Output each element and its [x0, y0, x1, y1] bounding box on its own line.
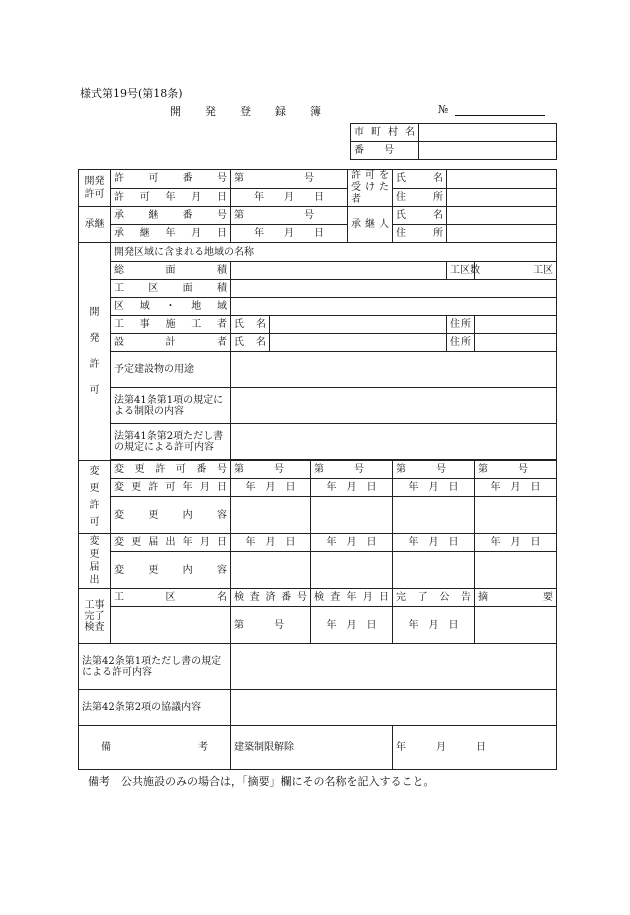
designer-name-cell[interactable]: [270, 334, 447, 352]
zone-district-cell[interactable]: [231, 298, 557, 316]
change-permit-content-2[interactable]: [311, 497, 393, 534]
permit-number-value[interactable]: 第 号: [231, 170, 348, 189]
number-field-line: [455, 115, 545, 116]
change-permit-number-1[interactable]: 第 号: [231, 461, 311, 479]
municipality-number-label: 番 号: [351, 142, 419, 160]
designer-address-label: 住所: [447, 334, 475, 352]
contractor-label: 工事施工者: [111, 316, 231, 334]
successor-label: 承継人: [348, 207, 393, 243]
permit-holder-name-label: 氏名: [393, 170, 447, 189]
change-permit-number-label: 変更許可番号: [111, 461, 231, 479]
change-notice-content-label: 変更内容: [111, 552, 231, 589]
change-notice-date-2[interactable]: 年 月 日: [311, 534, 393, 552]
permit-date-value[interactable]: 年 月 日: [231, 188, 348, 207]
change-notice-date-3[interactable]: 年 月 日: [393, 534, 475, 552]
number-label: №: [438, 103, 449, 116]
zone-district-label: 区域・地域: [111, 298, 231, 316]
succession-date-label: 承継年月日: [111, 225, 231, 243]
region-name-label: 開発区域に含まれる地域の名称: [111, 243, 557, 262]
permit-group-label: 開発許可: [79, 170, 111, 207]
change-permit-date-1[interactable]: 年 月 日: [231, 479, 311, 497]
art42-2-cell[interactable]: [231, 690, 557, 726]
work-zone-area-cell[interactable]: [231, 280, 557, 298]
inspection-cert-number-cell[interactable]: 第 号: [231, 607, 311, 644]
art42-1-label: 法第42条第1項ただし書の規定による許可内容: [79, 644, 231, 690]
change-permit-date-3[interactable]: 年 月 日: [393, 479, 475, 497]
change-permit-group-label: 変更許可: [79, 461, 111, 534]
change-notice-content-3[interactable]: [393, 552, 475, 589]
form-number: 様式第19号(第18条): [80, 87, 183, 100]
change-notice-content-4[interactable]: [475, 552, 557, 589]
change-permit-number-3[interactable]: 第 号: [393, 461, 475, 479]
designer-label: 設計者: [111, 334, 231, 352]
permit-holder-label: 許可を受けた者: [348, 170, 393, 207]
art42-1-cell[interactable]: [231, 644, 557, 690]
art41-1-cell[interactable]: [231, 388, 557, 424]
contractor-name-cell[interactable]: [270, 316, 447, 334]
art41-2-cell[interactable]: [231, 424, 557, 460]
designer-address-cell[interactable]: [475, 334, 557, 352]
inspection-notice-cell[interactable]: 年 月 日: [393, 607, 475, 644]
art41-1-label: 法第41条第1項の規定による制限の内容: [111, 388, 231, 424]
permit-number-label: 許可番号: [111, 170, 231, 189]
change-permit-date-2[interactable]: 年 月 日: [311, 479, 393, 497]
inspection-summary-cell[interactable]: [475, 607, 557, 644]
inspection-summary-label: 摘要: [475, 589, 557, 607]
total-area-label: 総面積: [111, 262, 231, 280]
change-permit-number-4[interactable]: 第 号: [475, 461, 557, 479]
inspection-group-label: 工事完了検査: [79, 589, 111, 644]
succession-number-label: 承継番号: [111, 207, 231, 225]
inspection-notice-label: 完了公告: [393, 589, 475, 607]
contractor-address-label: 住所: [447, 316, 475, 334]
development-group-label: 開発許可: [79, 243, 111, 461]
inspection-date-cell[interactable]: 年 月 日: [311, 607, 393, 644]
change-permit-date-label: 変更許可年月日: [111, 479, 231, 497]
succession-group-label: 承継: [79, 207, 111, 243]
work-zone-count-cell[interactable]: 工区: [475, 262, 557, 280]
change-permit-number-2[interactable]: 第 号: [311, 461, 393, 479]
successor-name-cell[interactable]: [447, 207, 557, 225]
successor-name-label: 氏名: [393, 207, 447, 225]
building-restriction-release-date[interactable]: 年 月 日: [393, 726, 557, 770]
change-notice-content-2[interactable]: [311, 552, 393, 589]
change-notice-date-4[interactable]: 年 月 日: [475, 534, 557, 552]
successor-address-cell[interactable]: [447, 225, 557, 243]
permit-holder-name-cell[interactable]: [447, 170, 557, 189]
remarks-label: 備考: [79, 726, 231, 770]
register-table: [78, 169, 557, 770]
municipality-number-cell[interactable]: [419, 142, 557, 160]
change-permit-content-4[interactable]: [475, 497, 557, 534]
municipality-name-label: 市町村名: [351, 124, 419, 142]
building-use-label: 予定建設物の用途: [111, 352, 231, 388]
change-notice-group-label: 変更届出: [79, 534, 111, 589]
building-restriction-release-label: 建築制限解除: [231, 726, 393, 770]
designer-name-label: 氏名: [231, 334, 270, 352]
change-notice-date-1[interactable]: 年 月 日: [231, 534, 311, 552]
work-zone-count-label: 工区数: [447, 262, 475, 280]
municipality-table: [350, 123, 557, 160]
art42-2-label: 法第42条第2項の協議内容: [79, 690, 231, 726]
permit-date-label: 許可年月日: [111, 188, 231, 207]
contractor-name-label: 氏名: [231, 316, 270, 334]
inspection-work-zone-label: 工区名: [111, 589, 231, 607]
permit-holder-address-label: 住所: [393, 188, 447, 207]
total-area-cell[interactable]: [231, 262, 447, 280]
art41-2-label: 法第41条第2項ただし書の規定による許可内容: [111, 424, 231, 460]
change-permit-date-4[interactable]: 年 月 日: [475, 479, 557, 497]
change-permit-content-label: 変更内容: [111, 497, 231, 534]
document-title: 開発登録簿: [170, 105, 345, 118]
change-notice-date-label: 変更届出年月日: [111, 534, 231, 552]
change-permit-content-1[interactable]: [231, 497, 311, 534]
contractor-address-cell[interactable]: [475, 316, 557, 334]
successor-address-label: 住所: [393, 225, 447, 243]
inspection-cert-number-label: 検査済番号: [231, 589, 311, 607]
footnote: 備考 公共施設のみの場合は，「摘要」欄にその名称を記入すること。: [88, 775, 435, 788]
building-use-cell[interactable]: [231, 352, 557, 388]
inspection-date-label: 検査年月日: [311, 589, 393, 607]
permit-holder-address-cell[interactable]: [447, 188, 557, 207]
inspection-work-zone-cell[interactable]: [111, 607, 231, 644]
work-zone-area-label: 工区面積: [111, 280, 231, 298]
succession-number-value[interactable]: 第 号: [231, 207, 348, 225]
change-notice-content-1[interactable]: [231, 552, 311, 589]
succession-date-value[interactable]: 年 月 日: [231, 225, 348, 243]
change-permit-content-3[interactable]: [393, 497, 475, 534]
municipality-name-cell[interactable]: [419, 124, 557, 142]
